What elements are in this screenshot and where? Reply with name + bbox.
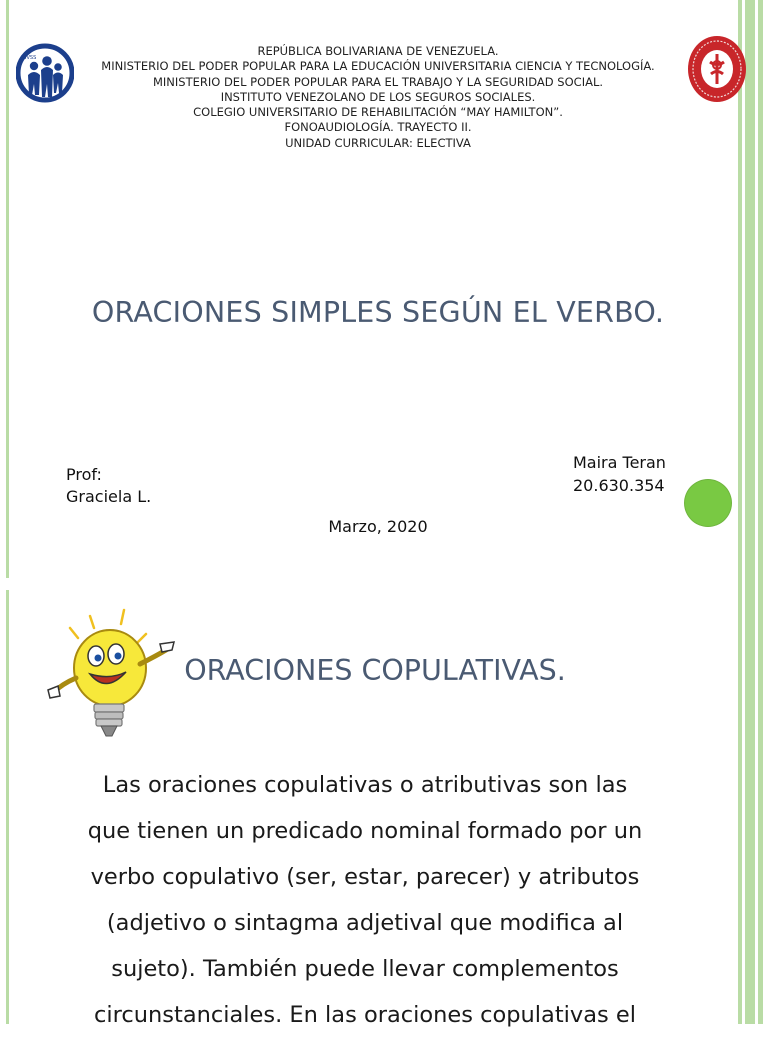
header-line: MINISTERIO DEL PODER POPULAR PARA LA EDUCACIÓN UNIVERSITARIA CIENCIA Y TECNOLOGÍA. [101, 59, 655, 74]
header-line: REPÚBLICA BOLIVARIANA DE VENEZUELA. [257, 44, 499, 58]
header-line: MINISTERIO DEL PODER POPULAR PARA EL TRABAJO Y LA SEGURIDAD SOCIAL. [152, 74, 604, 89]
professor-label: Prof: [66, 465, 102, 484]
presentation-date: Marzo, 2020 [328, 517, 428, 536]
green-circle-decoration [685, 480, 731, 526]
professor-block [66, 464, 151, 508]
institution-header [60, 44, 696, 151]
header-line: INSTITUTO VENEZOLANO DE LOS SEGUROS SOCIALES. [220, 89, 536, 104]
body-line: circunstanciales. En las oraciones copulativas el [94, 1002, 636, 1028]
body-line: sujeto). También puede llevar complementos [111, 956, 619, 982]
header-line: FONOAUDIOLOGÍA. TRAYECTO II. [284, 120, 472, 135]
side-bar-1 [738, 0, 742, 1024]
left-border-line-2 [6, 590, 9, 1024]
header-line: UNIDAD CURRICULAR: ELECTIVA [285, 135, 471, 150]
student-id: 20.630.354 [573, 476, 665, 495]
slide-2-body [44, 762, 686, 1038]
side-bar-2 [745, 0, 755, 1024]
slide-gap [0, 578, 738, 590]
left-border-line [6, 0, 9, 578]
professor-name: Graciela L. [66, 487, 152, 506]
body-line: (adjetivo o sintagma adjetival que modifica al [106, 910, 624, 936]
slide-1-title: ORACIONES SIMPLES SEGÚN EL VERBO. [91, 296, 665, 329]
logo-left-text: IVSS [25, 55, 37, 61]
slide-2-title: ORACIONES COPULATIVAS. [184, 654, 566, 687]
header-line: COLEGIO UNIVERSITARIO DE REHABILITACIÓN “MAY HAMILTON”. [193, 105, 563, 120]
student-name: Maira Teran [573, 453, 666, 472]
body-line: que tienen un predicado nominal formado por un [87, 818, 643, 844]
body-line: Las oraciones copulativas o atributivas son las [102, 772, 628, 798]
side-bar-3 [758, 0, 763, 1024]
student-block [573, 451, 666, 497]
body-line: verbo copulativo (ser, estar, parecer) y atributos [90, 864, 640, 890]
